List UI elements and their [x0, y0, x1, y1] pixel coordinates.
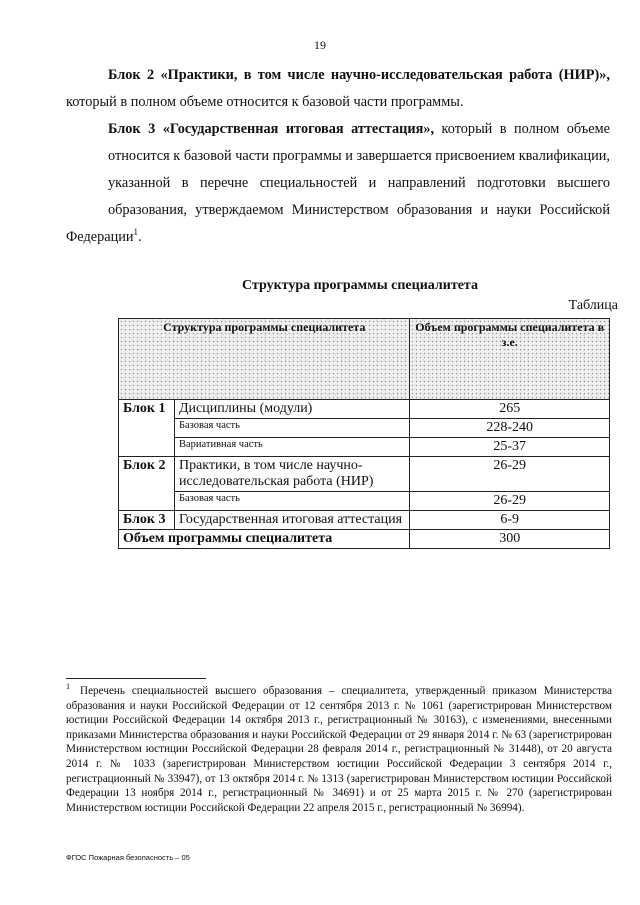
- block-cell: Блок 1: [119, 400, 175, 457]
- row-value: 6-9: [410, 511, 610, 530]
- table-row: [119, 438, 610, 457]
- table-title: Структура программы специалитета: [242, 278, 478, 293]
- header-volume: Объем программы специалитета в з.е.: [410, 319, 610, 400]
- paragraph-block-2: [66, 62, 610, 116]
- table-header-row: [119, 319, 610, 400]
- block-3-line-4: образования, утверждаемом Министерством образования и науки Российской: [108, 202, 610, 218]
- row-name: Практики, в том числе научно-исследовательская работа (НИР): [174, 457, 410, 492]
- total-label: Объем программы специалитета: [119, 530, 410, 549]
- footnote: [66, 684, 612, 815]
- footnote-text: Перечень специальностей высшего образования – специалитета, утвержденный приказом Министерства образования и науки Российской Федерации от 12 сентября 2013 г. № 1061 (зарегистрирован Министерством юстиции Российской Федерации 14 октября 2013 г., регистрационный № 30163), с изменениями, внесенными приказами Министерства образования и науки Российской Федерации от 29 января 2014 г. № 63 (зарегистрирован Министерством юстиции Российской Федерации 28 февраля 2014 г., регистрационный № 31448), от 20 августа 2014 г. № 1033 (зарегистрирован Министерством юстиции Российской Федерации 3 сентября 2014 г., регистрационный № 33947), от 13 октября 2014 г. № 1313 (зарегистрирован Министерством юстиции Российской Федерации 13 ноября 2014 г., регистрационный № 34691) и от 25 марта 2015 г. № 270 (зарегистрирован Министерством юстиции Российской Федерации 22 апреля 2015 г., регистрационный № 36994).: [66, 685, 612, 814]
- block-3-line-1-text: который в полном объеме: [441, 121, 610, 137]
- row-value: 26-29: [410, 492, 610, 511]
- table-row: [119, 400, 610, 419]
- block-3-heading: Блок 3 «Государственная итоговая аттестация»,: [108, 121, 435, 137]
- table-total-row: [119, 530, 610, 549]
- footnote-divider: [66, 678, 206, 679]
- table-row: [119, 492, 610, 511]
- row-value: 25-37: [410, 438, 610, 457]
- row-value: 26-29: [410, 457, 610, 492]
- block-3-line-5-text: Федерации: [66, 229, 134, 245]
- row-name: Базовая часть: [174, 492, 410, 511]
- total-value: 300: [410, 530, 610, 549]
- row-name: Базовая часть: [174, 419, 410, 438]
- table-row: [119, 511, 610, 530]
- block-3-tail: .: [138, 229, 142, 245]
- table-label: Таблица: [568, 298, 618, 313]
- row-value: 265: [410, 400, 610, 419]
- block-3-line-5: [66, 229, 142, 245]
- table-row: [119, 457, 610, 492]
- table-row: [119, 419, 610, 438]
- block-3-line-3: указанной в перечне специальностей и направлений подготовки высшего: [108, 175, 610, 191]
- row-name: Вариативная часть: [174, 438, 410, 457]
- block-cell: Блок 2: [119, 457, 175, 511]
- row-name: Дисциплины (модули): [174, 400, 410, 419]
- block-2-heading: Блок 2 «Практики, в том числе научно-исследовательская работа (НИР)»,: [108, 67, 610, 83]
- page-number: 19: [314, 38, 326, 52]
- row-name: Государственная итоговая аттестация: [174, 511, 410, 530]
- row-value: 228-240: [410, 419, 610, 438]
- block-cell: Блок 3: [119, 511, 175, 530]
- program-structure-table: [118, 318, 610, 549]
- block-2-text: который в полном объеме относится к базовой части программы.: [66, 94, 464, 110]
- paragraph-block-3: [66, 116, 610, 251]
- footnote-mark: 1: [66, 682, 70, 692]
- header-structure: Структура программы специалитета: [119, 319, 410, 400]
- document-code: ФГОС Пожарная безопасность – 05: [66, 853, 190, 862]
- block-3-line-2: относится к базовой части программы и завершается присвоением квалификации,: [108, 148, 610, 164]
- footnote-reference[interactable]: 1: [133, 227, 139, 238]
- block-3-line-1: [66, 116, 610, 143]
